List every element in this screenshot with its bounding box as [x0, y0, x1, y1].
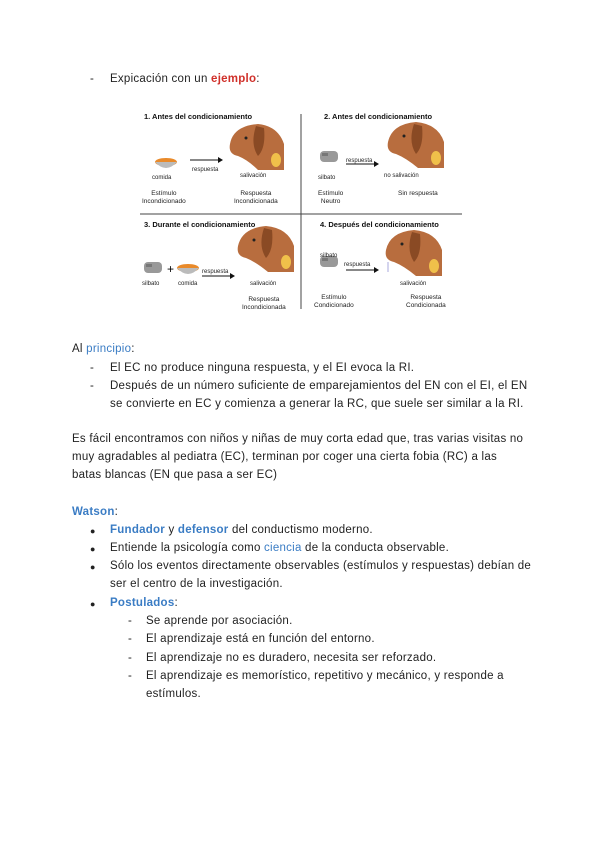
- bullet-icon: ●: [90, 544, 96, 554]
- postulado-4: El aprendizaje es memorístico, repetitivo y mecánico, y responde a: [146, 670, 504, 682]
- dog-icon: [230, 124, 284, 170]
- paragraph-line-2: muy agradables al pediatra (EC), terminan por coger una cierta fobia (RC) a las: [72, 451, 497, 463]
- watson-heading: [72, 506, 118, 518]
- intro-prefix: Expicación con un: [110, 73, 212, 85]
- panel3-right-label: Respuesta Incondicionada: [242, 296, 286, 311]
- panel1-arrow-label: respuesta: [192, 167, 219, 173]
- principio-heading: [72, 343, 135, 355]
- panel1-left-label: Estímulo Incondicionado: [142, 190, 186, 205]
- principio-item-2-cont: se convierte en EC y comienza a generar la RC, que suele ser similar a la RI.: [110, 398, 524, 410]
- whistle-icon: [144, 262, 162, 273]
- dog-icon: [388, 122, 444, 168]
- panel4-title: 4. Después del condicionamiento: [320, 220, 439, 229]
- paragraph-line-3: batas blancas (EN que pasa a ser EC): [72, 469, 278, 481]
- panel4-dog-label: salivación: [400, 281, 427, 287]
- watson-b2-pre: Entiende la psicología como: [110, 542, 265, 554]
- principio-dash-2: -: [90, 380, 94, 392]
- bowl-icon: [177, 264, 199, 274]
- panel1-right-label: Respuesta Incondicionada: [234, 190, 278, 205]
- watson-b2-rest: de la conducta observable.: [301, 542, 450, 554]
- principio-item-1: El EC no produce ninguna respuesta, y el EI evoca la RI.: [110, 362, 415, 374]
- panel4-right-label: Respuesta Condicionada: [406, 294, 446, 309]
- panel4-left-label: Estímulo Condicionado: [314, 294, 354, 309]
- whistle-icon: [320, 151, 338, 162]
- panel2-right-label: Sin respuesta: [398, 190, 438, 197]
- panel4-whistle-label: silbato: [320, 253, 338, 259]
- panel2-dog-label: no salivación: [384, 173, 419, 179]
- watson-bullet-3: Sólo los eventos directamente observables (estímulos y respuestas) debían de: [110, 560, 532, 572]
- principio-item-2: Después de un número suficiente de emparejamientos del EN con el EI, el EN: [110, 380, 528, 392]
- watson-bullet-2: [110, 542, 449, 554]
- watson-bullet-4: [110, 597, 178, 609]
- postulados-highlight: Postulados: [110, 597, 175, 609]
- watson-bullet-3-cont: ser el centro de la investigación.: [110, 578, 283, 590]
- postulado-dash-3: -: [128, 652, 132, 664]
- arrow-icon: [190, 157, 223, 163]
- postulado-3: El aprendizaje no es duradero, necesita ser reforzado.: [146, 652, 437, 664]
- principio-highlight: principio: [86, 343, 132, 355]
- principio-suffix: :: [131, 343, 135, 355]
- watson-b1-rest: del conductismo moderno.: [228, 524, 373, 536]
- bullet-icon: ●: [90, 562, 96, 572]
- conditioning-figure: [138, 104, 464, 320]
- panel3-title: 3. Durante el condicionamiento: [144, 220, 256, 229]
- panel3-food-label: comida: [178, 281, 198, 287]
- fundador-highlight: Fundador: [110, 524, 166, 536]
- panel3-dog-label: salivación: [250, 281, 277, 287]
- watson-bullet-1: [110, 524, 373, 536]
- postulados-colon: :: [174, 597, 178, 609]
- postulado-4-cont: estímulos.: [146, 688, 201, 700]
- bowl-icon: [155, 158, 177, 168]
- panel3-arrow-label: respuesta: [202, 269, 229, 275]
- panel2-left-label: Estímulo Neutro: [318, 190, 344, 205]
- defensor-highlight: defensor: [177, 524, 229, 536]
- intro-suffix: :: [256, 73, 260, 85]
- postulado-2: El aprendizaje está en función del entorno.: [146, 633, 375, 645]
- postulado-dash-4: -: [128, 670, 132, 682]
- plus-icon: +: [167, 262, 175, 276]
- watson-b1-mid: y: [165, 524, 178, 536]
- watson-colon: :: [114, 506, 119, 518]
- panel2-arrow-label: respuesta: [346, 158, 373, 164]
- dog-icon: [238, 226, 294, 272]
- postulado-1: Se aprende por asociación.: [146, 615, 293, 627]
- dog-icon: [386, 230, 442, 276]
- postulado-dash-2: -: [128, 633, 132, 645]
- intro-highlight: ejemplo: [211, 73, 257, 85]
- principio-prefix: Al: [72, 343, 87, 355]
- panel1-dog-label: salivación: [240, 173, 267, 179]
- intro-line: [110, 73, 260, 85]
- principio-dash-1: -: [90, 362, 94, 374]
- panel4-arrow-label: respuesta: [344, 262, 371, 268]
- paragraph-line-1: Es fácil encontramos con niños y niñas de muy corta edad que, tras varias visitas no: [72, 433, 524, 445]
- panel2-title: 2. Antes del condicionamiento: [324, 112, 433, 121]
- postulado-dash-1: -: [128, 615, 132, 627]
- panel3-whistle-label: silbato: [142, 281, 160, 287]
- watson-title: Watson: [72, 506, 115, 518]
- panel2-whistle-label: silbato: [318, 175, 336, 181]
- panel1-food-label: comida: [152, 175, 172, 181]
- intro-dash: -: [90, 73, 94, 85]
- bullet-icon: ●: [90, 599, 96, 609]
- ciencia-highlight: ciencia: [264, 542, 302, 554]
- panel1-title: 1. Antes del condicionamiento: [144, 112, 253, 121]
- bullet-icon: ●: [90, 526, 96, 536]
